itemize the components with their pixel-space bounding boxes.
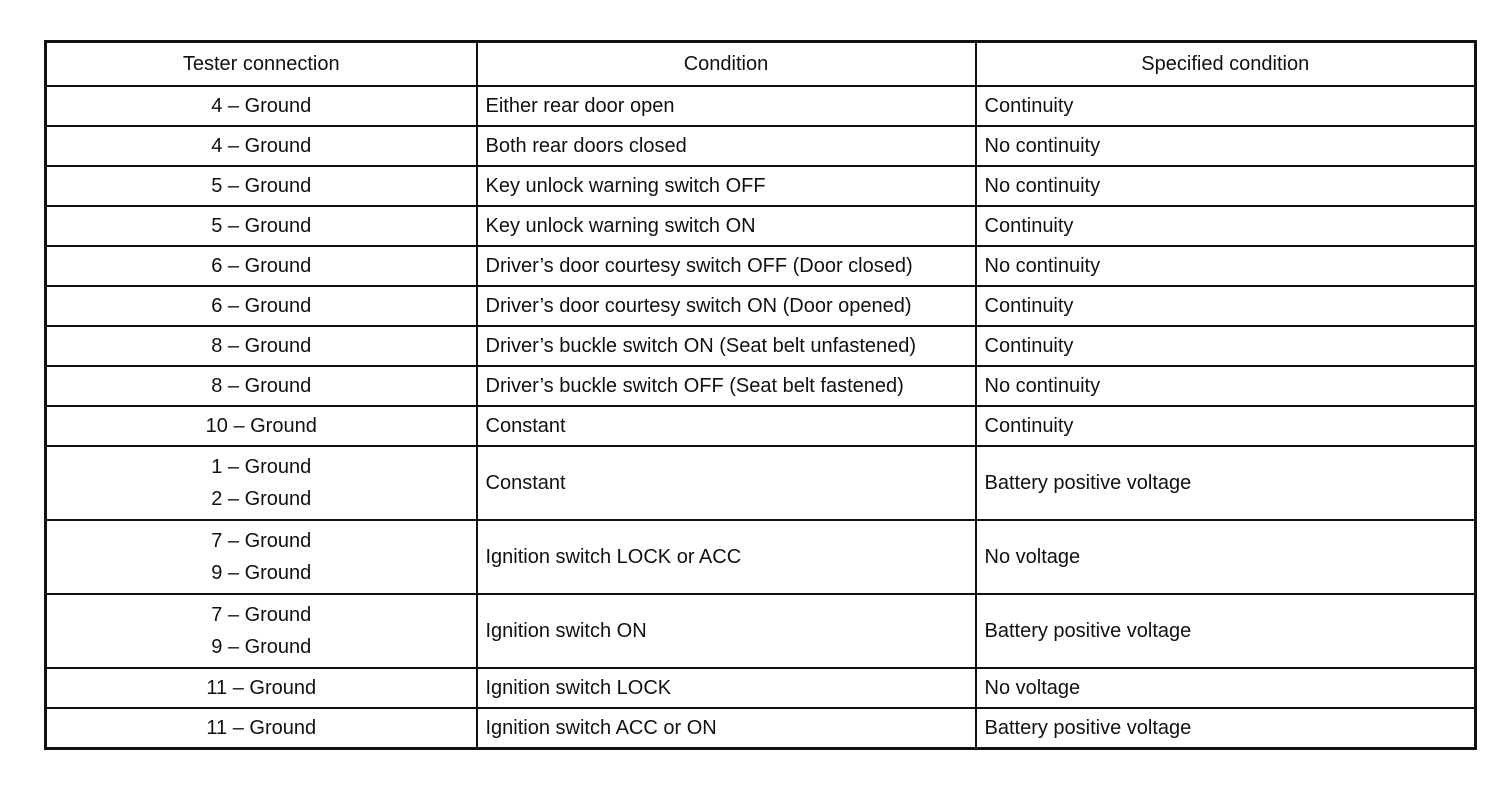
tester-connection-cell — [46, 126, 477, 166]
specified-condition-cell: No voltage — [976, 520, 1476, 594]
specified-condition-cell: Continuity — [976, 326, 1476, 366]
table-row — [46, 166, 1476, 206]
specified-condition-cell: Battery positive voltage — [976, 594, 1476, 668]
condition-cell: Driver’s door courtesy switch OFF (Door closed) — [477, 246, 976, 286]
header-tester-connection: Tester connection — [46, 42, 477, 87]
condition-cell: Ignition switch ON — [477, 594, 976, 668]
tester-connection-text: 6 – Ground — [211, 255, 312, 277]
header-specified-condition: Specified condition — [976, 42, 1476, 87]
condition-cell: Ignition switch LOCK or ACC — [477, 520, 976, 594]
tester-connection-cell — [46, 286, 477, 326]
tester-connection-cell — [46, 708, 477, 749]
tester-connection-text: 8 – Ground — [211, 375, 312, 397]
tester-connection-cell — [46, 446, 477, 520]
tester-connection-text: 9 – Ground — [211, 636, 312, 658]
condition-cell: Constant — [477, 406, 976, 446]
table-header — [46, 42, 1476, 87]
specified-condition-cell: Battery positive voltage — [976, 446, 1476, 520]
table-row — [46, 406, 1476, 446]
condition-cell: Ignition switch LOCK — [477, 668, 976, 708]
table-row — [46, 594, 1476, 668]
table-row — [46, 286, 1476, 326]
table-row — [46, 520, 1476, 594]
table-row — [46, 446, 1476, 520]
table-row — [46, 708, 1476, 749]
specified-condition-cell: Continuity — [976, 86, 1476, 126]
tester-connection-text: 11 – Ground — [206, 677, 317, 699]
tester-connection-text: 2 – Ground — [211, 488, 312, 510]
condition-cell: Key unlock warning switch OFF — [477, 166, 976, 206]
tester-connection-cell — [46, 406, 477, 446]
tester-connection-text: 10 – Ground — [205, 415, 317, 437]
tester-connection-cell — [46, 246, 477, 286]
specified-condition-cell: No continuity — [976, 126, 1476, 166]
condition-cell: Both rear doors closed — [477, 126, 976, 166]
table-row — [46, 668, 1476, 708]
tester-connection-cell — [46, 86, 477, 126]
specified-condition-cell: Continuity — [976, 406, 1476, 446]
tester-connection-cell — [46, 668, 477, 708]
table-row — [46, 86, 1476, 126]
specified-condition-cell: No voltage — [976, 668, 1476, 708]
tester-connection-text: 6 – Ground — [211, 295, 312, 317]
condition-cell: Driver’s buckle switch OFF (Seat belt fastened) — [477, 366, 976, 406]
tester-connection-text: 11 – Ground — [206, 717, 317, 739]
tester-connection-cell — [46, 366, 477, 406]
tester-connection-cell — [46, 520, 477, 594]
header-row — [46, 42, 1476, 87]
tester-connection-text: 7 – Ground — [211, 604, 312, 626]
condition-cell: Constant — [477, 446, 976, 520]
tester-spec-table — [44, 40, 1477, 750]
condition-cell: Key unlock warning switch ON — [477, 206, 976, 246]
tester-connection-cell — [46, 326, 477, 366]
tester-connection-text: 5 – Ground — [211, 215, 312, 237]
table-row — [46, 326, 1476, 366]
header-condition: Condition — [477, 42, 976, 87]
specified-condition-cell: No continuity — [976, 246, 1476, 286]
tester-connection-text: 8 – Ground — [211, 335, 312, 357]
tester-connection-cell — [46, 166, 477, 206]
specified-condition-cell: Battery positive voltage — [976, 708, 1476, 749]
tester-connection-cell — [46, 594, 477, 668]
specified-condition-cell: Continuity — [976, 206, 1476, 246]
condition-cell: Ignition switch ACC or ON — [477, 708, 976, 749]
tester-connection-cell — [46, 206, 477, 246]
tester-connection-text: 9 – Ground — [211, 562, 312, 584]
table-row — [46, 366, 1476, 406]
table-body — [46, 86, 1476, 749]
tester-connection-text: 4 – Ground — [211, 135, 312, 157]
tester-connection-text: 4 – Ground — [211, 95, 312, 117]
specified-condition-cell: No continuity — [976, 166, 1476, 206]
table-row — [46, 206, 1476, 246]
specified-condition-cell: No continuity — [976, 366, 1476, 406]
table-row — [46, 246, 1476, 286]
condition-cell: Driver’s door courtesy switch ON (Door opened) — [477, 286, 976, 326]
tester-connection-text: 1 – Ground — [211, 456, 312, 478]
tester-connection-text: 7 – Ground — [211, 530, 312, 552]
specified-condition-cell: Continuity — [976, 286, 1476, 326]
condition-cell: Either rear door open — [477, 86, 976, 126]
condition-cell: Driver’s buckle switch ON (Seat belt unfastened) — [477, 326, 976, 366]
tester-connection-text: 5 – Ground — [211, 175, 312, 197]
table-row — [46, 126, 1476, 166]
